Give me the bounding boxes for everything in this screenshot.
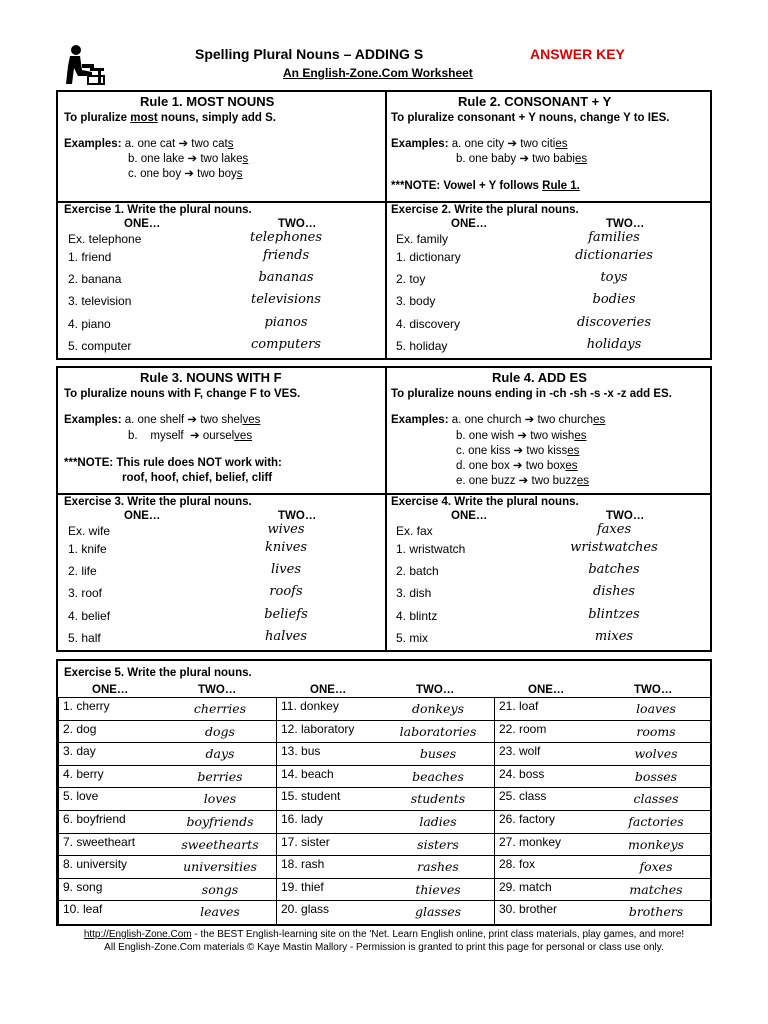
rule3-note-line2: roof, hoof, chief, belief, cliff: [122, 472, 273, 484]
ex3-word-2: 2. life: [68, 564, 97, 578]
exercise5-two-header-3: TWO…: [634, 684, 673, 696]
ex2-word-4: 4. discovery: [396, 317, 461, 331]
exercise5-word-col2-1: 12. laboratory: [281, 721, 355, 736]
ex4-word-3: 3. dish: [396, 586, 432, 600]
exercise5-word-col1-7: 8. university: [63, 857, 128, 872]
exercise5-answer-col3-0: loaves: [636, 701, 676, 716]
footer-link[interactable]: http://English-Zone.Com: [83, 929, 192, 940]
exercise5-answer-col3-1: rooms: [636, 723, 676, 739]
exercise5-answer-col1-5: boyfriends: [186, 814, 254, 829]
exercise5-answer-col2-8: thieves: [415, 881, 461, 897]
exercise5-answer-col3-3: bosses: [634, 768, 678, 784]
exercise5-two-header-1: TWO…: [198, 684, 237, 696]
ex2-answer-5: holidays: [586, 337, 642, 352]
exercise5-word-col2-7: 18. rash: [281, 857, 325, 872]
exercise5-word-col1-9: 10. leaf: [63, 902, 103, 917]
exercise5-word-col1-3: 4. berry: [63, 766, 104, 781]
exercise5-answer-col2-7: rashes: [417, 859, 459, 875]
exercise5-word-col1-4: 5. love: [63, 789, 99, 804]
ex1-word-3: 3. television: [68, 294, 132, 308]
exercise3-heading: Exercise 3. Write the plural nouns.: [64, 496, 252, 508]
answer-key-label: ANSWER KEY: [530, 46, 625, 62]
exercise5-answer-col1-4: loves: [203, 791, 237, 807]
rule3-example-b: b. myself ➔ ourselves: [128, 430, 253, 442]
ex2-word-3: 3. body: [396, 294, 436, 308]
ex3-word-1: 1. knife: [68, 542, 107, 556]
exercise5-answer-col3-5: factories: [628, 814, 684, 829]
exercise5-one-header-3: ONE…: [528, 684, 565, 696]
exercise5-answer-col1-7: universities: [183, 859, 257, 875]
ex1-word-2: 2. banana: [68, 272, 122, 286]
ex3-answer-1: knives: [264, 540, 308, 555]
exercise5-answer-col3-4: classes: [633, 791, 679, 807]
ex2-word-5: 5. holiday: [396, 339, 448, 353]
exercise5-answer-col3-7: foxes: [639, 859, 673, 875]
ex3-answer-2: lives: [270, 562, 302, 577]
exercise5-word-col2-4: 15. student: [281, 789, 341, 804]
exercise2-heading: Exercise 2. Write the plural nouns.: [391, 204, 579, 216]
exercise5-answer-col1-1: dogs: [205, 723, 235, 739]
exercise5-answer-col2-2: buses: [419, 746, 457, 762]
exercise5-heading: Exercise 5. Write the plural nouns.: [64, 667, 252, 679]
rule4-text: To pluralize nouns ending in -ch -sh -s -x -z add ES.: [391, 388, 672, 400]
exercise5-word-col3-1: 22. room: [499, 721, 547, 736]
exercise5-word-col1-1: 2. dog: [63, 721, 97, 736]
exercise5-answer-col1-8: songs: [201, 881, 239, 897]
ex1-word-0: Ex. telephone: [68, 232, 142, 246]
exercise5-answer-col2-3: beaches: [412, 768, 464, 784]
exercise5-panel: [56, 659, 712, 926]
rule2-note: ***NOTE: Vowel + Y follows Rule 1.: [391, 180, 580, 192]
exercise1-one-header: ONE…: [124, 218, 161, 230]
exercise5-answer-col1-3: berries: [197, 768, 243, 784]
exercise5-word-col1-5: 6. boyfriend: [63, 812, 126, 826]
exercise5-one-header-2: ONE…: [310, 684, 347, 696]
exercise5-answer-col3-6: monkeys: [628, 836, 684, 852]
rule2-example-b: b. one baby ➔ two babies: [456, 153, 588, 165]
ex1-word-4: 4. piano: [68, 317, 111, 331]
rule1-example-b: b. one lake ➔ two lakes: [128, 153, 249, 165]
ex4-answer-5: mixes: [594, 629, 634, 644]
exercise4-two-header: TWO…: [606, 510, 645, 522]
exercise4-heading: Exercise 4. Write the plural nouns.: [391, 496, 579, 508]
exercise5-word-col3-0: 21. loaf: [499, 699, 539, 713]
ex4-word-0: Ex. fax: [396, 524, 433, 538]
exercise5-word-col3-4: 25. class: [499, 789, 547, 804]
ex3-word-0: Ex. wife: [68, 524, 111, 538]
ex4-answer-4: blintzes: [588, 607, 640, 622]
exercise5-answer-col2-0: donkeys: [411, 701, 465, 716]
rule3-text: To pluralize nouns with F, change F to VES.: [64, 388, 301, 400]
rule2-text: To pluralize consonant + Y nouns, change Y to IES.: [391, 112, 670, 124]
ex4-answer-2: batches: [588, 562, 640, 577]
rules-3-4-panel: [56, 366, 712, 652]
ex4-word-4: 4. blintz: [396, 609, 438, 623]
exercise5-word-col3-7: 28. fox: [499, 857, 536, 872]
ex4-answer-1: wristwatches: [570, 540, 658, 555]
exercise5-word-col1-6: 7. sweetheart: [63, 834, 136, 849]
exercise2-one-header: ONE…: [451, 218, 488, 230]
rules-1-2-panel: [56, 90, 712, 360]
ex1-word-1: 1. friend: [68, 250, 112, 264]
ex2-answer-1: dictionaries: [575, 248, 653, 263]
ex2-answer-3: bodies: [592, 292, 636, 307]
exercise5-answer-col3-8: matches: [629, 881, 683, 897]
rule4-example-a: Examples: a. one church ➔ two churches: [391, 414, 606, 426]
exercise5-answer-col2-1: laboratories: [399, 723, 477, 739]
exercise5-word-col1-2: 3. day: [63, 744, 96, 759]
exercise5-answer-col2-6: sisters: [417, 836, 459, 852]
ex1-answer-5: computers: [251, 337, 321, 352]
exercise5-two-header-2: TWO…: [416, 684, 455, 696]
exercise5-answer-col1-6: sweethearts: [181, 836, 259, 852]
ex2-answer-4: discoveries: [576, 315, 652, 330]
exercise2-two-header: TWO…: [606, 218, 645, 230]
ex3-word-4: 4. belief: [68, 609, 111, 623]
rule1-example-a: Examples: a. one cat ➔ two cats: [64, 138, 234, 150]
ex2-answer-0: families: [588, 230, 640, 245]
exercise4-one-header: ONE…: [451, 510, 488, 522]
ex2-word-1: 1. dictionary: [396, 250, 461, 264]
exercise5-word-col2-3: 14. beach: [281, 766, 334, 781]
exercise5-word-col2-9: 20. glass: [281, 902, 330, 917]
rule4-example-d: d. one box ➔ two boxes: [456, 460, 578, 472]
exercise5-answer-col1-2: days: [205, 746, 235, 762]
ex3-answer-0: wives: [267, 522, 305, 537]
exercise5-answer-col2-9: glasses: [414, 904, 462, 920]
exercise5-word-col1-0: 1. cherry: [63, 699, 110, 713]
rule3-title: Rule 3. NOUNS WITH F: [140, 370, 282, 385]
ex1-answer-1: friends: [262, 248, 310, 263]
exercise5-word-col3-2: 23. wolf: [499, 744, 541, 759]
worksheet-title: Spelling Plural Nouns – ADDING S: [195, 46, 424, 62]
rule4-example-e: e. one buzz ➔ two buzzes: [456, 475, 590, 487]
footer-line2: All English-Zone.Com materials © Kaye Mastin Mallory - Permission is granted to print this page for personal or class use only.: [104, 942, 664, 953]
exercise3-one-header: ONE…: [124, 510, 161, 522]
exercise5-word-col2-6: 17. sister: [281, 834, 330, 849]
worksheet-subtitle: An English-Zone.Com Worksheet: [283, 66, 473, 80]
ex3-answer-4: beliefs: [264, 607, 308, 622]
exercise5-word-col3-9: 30. brother: [499, 902, 558, 917]
exercise5-word-col1-8: 9. song: [63, 879, 103, 894]
ex3-answer-3: roofs: [269, 584, 303, 599]
exercise5-word-col2-2: 13. bus: [281, 744, 321, 759]
exercise3-two-header: TWO…: [278, 510, 317, 522]
exercise5-word-col3-3: 24. boss: [499, 766, 545, 781]
reader-logo-icon: [60, 44, 110, 86]
rule1-title: Rule 1. MOST NOUNS: [140, 94, 275, 109]
rule4-example-b: b. one wish ➔ two wishes: [456, 430, 587, 442]
rule1-text: To pluralize most nouns, simply add S.: [64, 112, 276, 124]
ex1-answer-0: telephones: [249, 230, 323, 245]
exercise5-word-col2-0: 11. donkey: [281, 699, 339, 713]
rule3-example-a: Examples: a. one shelf ➔ two shelves: [64, 414, 261, 426]
exercise5-answer-col2-5: ladies: [419, 814, 457, 829]
exercise1-heading: Exercise 1. Write the plural nouns.: [64, 204, 252, 216]
ex4-answer-3: dishes: [593, 584, 635, 599]
exercise5-answer-col3-9: brothers: [628, 904, 684, 920]
rule4-title: Rule 4. ADD ES: [492, 370, 587, 385]
ex1-answer-3: televisions: [251, 292, 321, 307]
exercise5-answer-col1-9: leaves: [200, 904, 240, 920]
rule2-title: Rule 2. CONSONANT + Y: [458, 94, 612, 109]
ex1-answer-2: bananas: [258, 270, 314, 285]
ex3-answer-5: halves: [265, 629, 307, 644]
ex4-answer-0: faxes: [596, 522, 632, 537]
exercise5-word-col3-8: 29. match: [499, 879, 552, 894]
rule3-note-line1: ***NOTE: This rule does NOT work with:: [64, 457, 282, 469]
ex1-answer-4: pianos: [264, 315, 308, 330]
exercise5-word-col2-8: 19. thief: [281, 879, 324, 894]
exercise5-word-col3-6: 27. monkey: [499, 834, 562, 849]
footer-line1: http://English-Zone.Com - the BEST English-learning site on the 'Net. Learn English online, print class materials, play games, and more!: [83, 929, 685, 940]
rule2-example-a: Examples: a. one city ➔ two cities: [391, 138, 568, 150]
ex2-answer-2: toys: [600, 270, 628, 285]
exercise5-one-header-1: ONE…: [92, 684, 129, 696]
ex4-word-2: 2. batch: [396, 564, 439, 578]
ex2-word-2: 2. toy: [396, 272, 426, 286]
rule1-example-c: c. one boy ➔ two boys: [128, 168, 243, 180]
exercise5-answer-col1-0: cherries: [193, 701, 247, 716]
exercise1-two-header: TWO…: [278, 218, 317, 230]
ex2-word-0: Ex. family: [396, 232, 449, 246]
ex4-word-5: 5. mix: [396, 631, 429, 645]
ex4-word-1: 1. wristwatch: [396, 542, 466, 556]
exercise5-word-col2-5: 16. lady: [281, 812, 324, 826]
ex1-word-5: 5. computer: [68, 339, 132, 353]
exercise5-word-col3-5: 26. factory: [499, 812, 556, 826]
ex3-word-5: 5. half: [68, 631, 101, 645]
rule4-example-c: c. one kiss ➔ two kisses: [456, 445, 580, 457]
exercise5-answer-col2-4: students: [410, 791, 466, 807]
ex3-word-3: 3. roof: [68, 586, 103, 600]
exercise5-answer-col3-2: wolves: [634, 746, 678, 762]
